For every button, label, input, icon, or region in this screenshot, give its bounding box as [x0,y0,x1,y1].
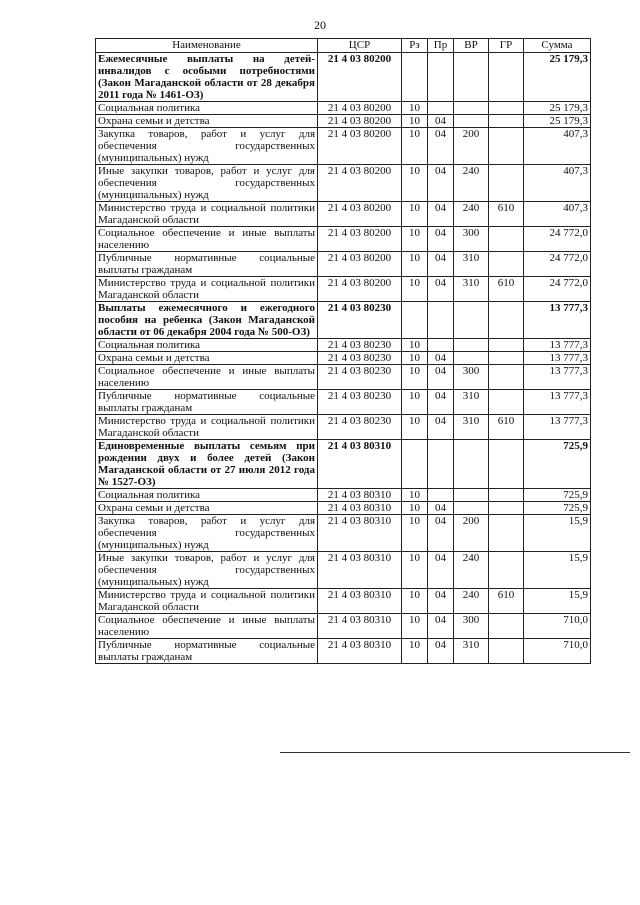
cell-rz: 10 [402,552,428,589]
cell-rz: 10 [402,202,428,227]
cell-sum: 13 777,3 [524,365,591,390]
cell-sum: 15,9 [524,552,591,589]
cell-pr: 04 [428,502,454,515]
cell-rz: 10 [402,277,428,302]
cell-vr: 310 [454,252,489,277]
header-code: ЦСР [318,39,402,53]
table-row [96,639,591,664]
cell-vr: 240 [454,589,489,614]
cell-sum: 25 179,3 [524,102,591,115]
table-row [96,302,591,339]
cell-pr: 04 [428,115,454,128]
cell-rz: 10 [402,227,428,252]
table-row [96,614,591,639]
cell-vr [454,489,489,502]
cell-vr: 310 [454,415,489,440]
cell-code: 21 4 03 80310 [318,589,402,614]
cell-gr [489,128,524,165]
cell-sum: 15,9 [524,515,591,552]
header-name: Наименование [96,39,318,53]
cell-rz: 10 [402,415,428,440]
cell-name: Охрана семьи и детства [96,502,318,515]
cell-rz: 10 [402,502,428,515]
cell-rz: 10 [402,639,428,664]
cell-vr [454,302,489,339]
cell-name: Социальное обеспечение и иные выплаты населению [96,365,318,390]
cell-name: Публичные нормативные социальные выплаты гражданам [96,252,318,277]
cell-name: Министерство труда и социальной политики Магаданской области [96,415,318,440]
cell-vr [454,339,489,352]
cell-code: 21 4 03 80200 [318,227,402,252]
cell-code: 21 4 03 80230 [318,365,402,390]
cell-sum: 15,9 [524,589,591,614]
cell-pr [428,489,454,502]
table-row [96,365,591,390]
table-row [96,515,591,552]
cell-pr: 04 [428,415,454,440]
cell-name: Выплаты ежемесячного и ежегодного пособия на ребенка (Закон Магаданской области от 06 декабря 2004 года № 500-ОЗ) [96,302,318,339]
cell-name: Министерство труда и социальной политики Магаданской области [96,202,318,227]
cell-pr: 04 [428,515,454,552]
cell-pr: 04 [428,227,454,252]
cell-gr [489,102,524,115]
cell-gr [489,440,524,489]
cell-code: 21 4 03 80200 [318,128,402,165]
cell-pr [428,339,454,352]
cell-code: 21 4 03 80230 [318,415,402,440]
cell-code: 21 4 03 80200 [318,202,402,227]
cell-rz: 10 [402,489,428,502]
table-header-row [96,39,591,53]
cell-code: 21 4 03 80310 [318,614,402,639]
cell-gr [489,227,524,252]
cell-pr [428,440,454,489]
cell-rz: 10 [402,365,428,390]
cell-sum: 13 777,3 [524,390,591,415]
table-row [96,202,591,227]
cell-rz: 10 [402,589,428,614]
cell-sum: 725,9 [524,502,591,515]
cell-vr [454,53,489,102]
table-row [96,502,591,515]
cell-sum: 13 777,3 [524,339,591,352]
table-row [96,102,591,115]
budget-table [95,38,591,664]
cell-rz: 10 [402,165,428,202]
cell-code: 21 4 03 80310 [318,502,402,515]
cell-name: Социальное обеспечение и иные выплаты населению [96,227,318,252]
cell-sum: 25 179,3 [524,115,591,128]
cell-code: 21 4 03 80310 [318,489,402,502]
cell-pr: 04 [428,552,454,589]
cell-name: Социальная политика [96,102,318,115]
cell-code: 21 4 03 80200 [318,102,402,115]
cell-gr: 610 [489,202,524,227]
cell-gr [489,489,524,502]
cell-name: Закупка товаров, работ и услуг для обеспечения государственных (муниципальных) нужд [96,515,318,552]
cell-gr [489,339,524,352]
cell-rz [402,302,428,339]
cell-code: 21 4 03 80230 [318,390,402,415]
cell-code: 21 4 03 80310 [318,552,402,589]
cell-vr [454,352,489,365]
cell-gr [489,502,524,515]
cell-pr [428,302,454,339]
cell-name: Публичные нормативные социальные выплаты гражданам [96,639,318,664]
cell-sum: 24 772,0 [524,252,591,277]
cell-vr: 240 [454,165,489,202]
cell-pr [428,102,454,115]
cell-gr [489,639,524,664]
cell-pr: 04 [428,202,454,227]
cell-code: 21 4 03 80310 [318,639,402,664]
cell-pr: 04 [428,589,454,614]
cell-name: Публичные нормативные социальные выплаты гражданам [96,390,318,415]
cell-name: Социальная политика [96,489,318,502]
cell-sum: 407,3 [524,202,591,227]
cell-gr [489,552,524,589]
table-row [96,115,591,128]
table-row [96,489,591,502]
cell-code: 21 4 03 80230 [318,352,402,365]
cell-vr: 240 [454,552,489,589]
cell-gr [489,53,524,102]
cell-code: 21 4 03 80200 [318,252,402,277]
cell-gr: 610 [489,589,524,614]
cell-gr [489,252,524,277]
cell-name: Иные закупки товаров, работ и услуг для обеспечения государственных (муниципальных) нужд [96,165,318,202]
cell-name: Социальная политика [96,339,318,352]
cell-vr: 200 [454,515,489,552]
cell-pr: 04 [428,390,454,415]
cell-sum: 725,9 [524,489,591,502]
table-row [96,589,591,614]
cell-sum: 13 777,3 [524,415,591,440]
cell-name: Министерство труда и социальной политики Магаданской области [96,589,318,614]
cell-vr [454,440,489,489]
cell-vr [454,102,489,115]
cell-pr: 04 [428,365,454,390]
header-rz: Рз [402,39,428,53]
cell-rz: 10 [402,252,428,277]
header-vr: ВР [454,39,489,53]
cell-rz: 10 [402,339,428,352]
cell-sum: 710,0 [524,639,591,664]
cell-rz: 10 [402,352,428,365]
cell-code: 21 4 03 80230 [318,302,402,339]
cell-vr: 310 [454,639,489,664]
cell-name: Социальное обеспечение и иные выплаты населению [96,614,318,639]
table-row [96,552,591,589]
cell-sum: 710,0 [524,614,591,639]
cell-vr: 240 [454,202,489,227]
cell-sum: 24 772,0 [524,277,591,302]
cell-sum: 725,9 [524,440,591,489]
cell-code: 21 4 03 80200 [318,53,402,102]
cell-gr [489,614,524,639]
cell-rz: 10 [402,515,428,552]
header-sum: Сумма [524,39,591,53]
cell-gr: 610 [489,415,524,440]
cell-pr: 04 [428,252,454,277]
cell-pr: 04 [428,352,454,365]
table-row [96,415,591,440]
cell-sum: 407,3 [524,165,591,202]
table-row [96,440,591,489]
cell-name: Министерство труда и социальной политики Магаданской области [96,277,318,302]
footer-divider [280,752,630,753]
cell-gr [489,352,524,365]
cell-vr: 300 [454,227,489,252]
cell-sum: 13 777,3 [524,302,591,339]
cell-pr: 04 [428,165,454,202]
cell-gr [489,390,524,415]
cell-name: Закупка товаров, работ и услуг для обеспечения государственных (муниципальных) нужд [96,128,318,165]
cell-vr [454,115,489,128]
table-row [96,227,591,252]
cell-rz: 10 [402,390,428,415]
cell-code: 21 4 03 80310 [318,515,402,552]
cell-pr: 04 [428,128,454,165]
table-row [96,352,591,365]
cell-pr: 04 [428,277,454,302]
cell-gr [489,365,524,390]
table-row [96,252,591,277]
cell-vr [454,502,489,515]
cell-name: Ежемесячные выплаты на детей-инвалидов с особыми потребностями (Закон Магаданской области от 28 декабря 2011 года № 1461-ОЗ) [96,53,318,102]
cell-vr: 300 [454,365,489,390]
cell-gr [489,165,524,202]
cell-pr: 04 [428,639,454,664]
table-row [96,53,591,102]
cell-sum: 24 772,0 [524,227,591,252]
table-row [96,128,591,165]
cell-rz [402,440,428,489]
table-row [96,165,591,202]
cell-vr: 300 [454,614,489,639]
table-row [96,277,591,302]
cell-code: 21 4 03 80200 [318,115,402,128]
page-number: 20 [314,18,326,32]
cell-vr: 310 [454,277,489,302]
cell-sum: 13 777,3 [524,352,591,365]
cell-gr: 610 [489,277,524,302]
cell-sum: 25 179,3 [524,53,591,102]
cell-code: 21 4 03 80230 [318,339,402,352]
table-row [96,339,591,352]
cell-gr [489,115,524,128]
header-pr: Пр [428,39,454,53]
cell-gr [489,515,524,552]
cell-pr: 04 [428,614,454,639]
cell-rz: 10 [402,128,428,165]
cell-name: Иные закупки товаров, работ и услуг для обеспечения государственных (муниципальных) нужд [96,552,318,589]
cell-vr: 310 [454,390,489,415]
cell-pr [428,53,454,102]
header-gr: ГР [489,39,524,53]
cell-name: Охрана семьи и детства [96,115,318,128]
cell-vr: 200 [454,128,489,165]
cell-rz: 10 [402,115,428,128]
cell-code: 21 4 03 80200 [318,277,402,302]
cell-rz: 10 [402,102,428,115]
cell-code: 21 4 03 80200 [318,165,402,202]
cell-rz [402,53,428,102]
cell-rz: 10 [402,614,428,639]
cell-name: Охрана семьи и детства [96,352,318,365]
cell-name: Единовременные выплаты семьям при рождении двух и более детей (Закон Магаданской области от 27 июля 2012 года № 1527-ОЗ) [96,440,318,489]
table-row [96,390,591,415]
cell-code: 21 4 03 80310 [318,440,402,489]
cell-gr [489,302,524,339]
cell-sum: 407,3 [524,128,591,165]
